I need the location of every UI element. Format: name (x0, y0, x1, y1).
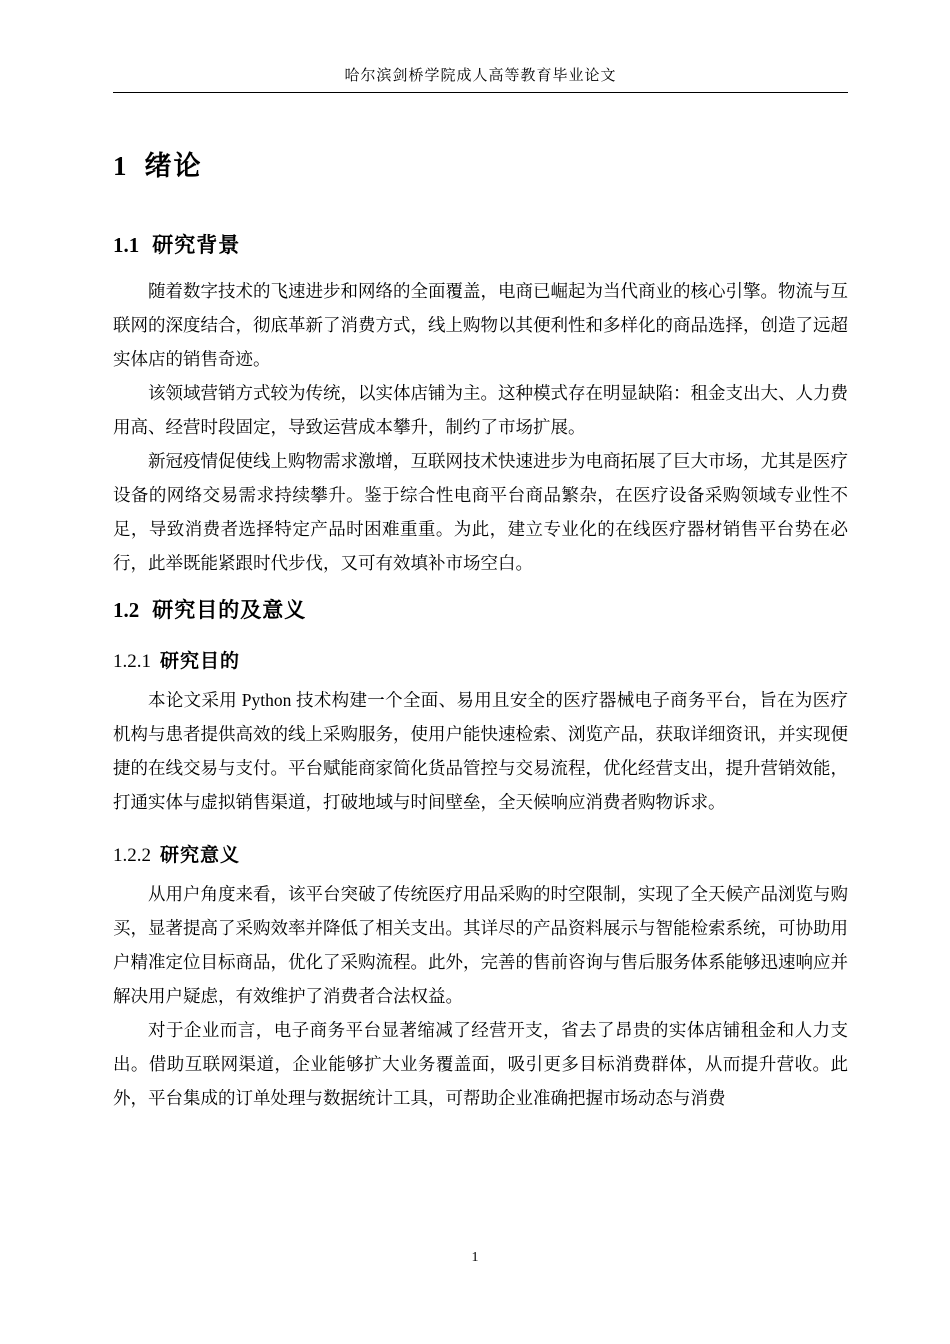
section-1-1-number: 1.1 (113, 233, 140, 257)
section-1-2-label: 研究目的及意义 (152, 599, 307, 622)
running-header-title: 哈尔滨剑桥学院成人高等教育毕业论文 (344, 68, 617, 84)
subsection-heading-1-2-1 (113, 649, 848, 675)
document-body (113, 149, 848, 1115)
chapter-label: 绪论 (144, 151, 203, 181)
paragraph: 对于企业而言，电子商务平台显著缩减了经营开支，省去了昂贵的实体店铺租金和人力支出。借助互联网渠道，企业能够扩大业务覆盖面，吸引更多目标消费群体，从而提升营收。此外，平台集成的订单处理与数据统计工具，可帮助企业准确把握市场动态与消费 (113, 1020, 848, 1108)
page-number: 1 (471, 1250, 479, 1265)
paragraph: 新冠疫情促使线上购物需求激增，互联网技术快速进步为电商拓展了巨大市场，尤其是医疗设备的网络交易需求持续攀升。鉴于综合性电商平台商品繁杂，在医疗设备采购领域专业性不足，导致消费者选择特定产品时困难重重。为此，建立专业化的在线医疗器材销售平台势在必行，此举既能紧跟时代步伐，又可有效填补市场空白。 (113, 451, 848, 573)
subsection-1-2-1-label: 研究目的 (160, 651, 241, 672)
subsection-heading-1-2-2 (113, 843, 848, 869)
subsection-1-2-2-number: 1.2.2 (113, 845, 151, 866)
chapter-heading (113, 149, 848, 183)
section-1-2-number: 1.2 (113, 598, 140, 622)
section-heading-1-1 (113, 231, 848, 260)
section-heading-1-2 (113, 596, 848, 625)
paragraph: 随着数字技术的飞速进步和网络的全面覆盖，电商已崛起为当代商业的核心引擎。物流与互联网的深度结合，彻底革新了消费方式，线上购物以其便利性和多样化的商品选择，创造了远超实体店的销售奇迹。 (113, 281, 848, 369)
running-header (113, 64, 848, 93)
subsection-1-2-2-label: 研究意义 (160, 845, 241, 866)
paragraph: 本论文采用 Python 技术构建一个全面、易用且安全的医疗器械电子商务平台，旨在为医疗机构与患者提供高效的线上采购服务，使用户能快速检索、浏览产品，获取详细资讯，并实现便捷的在线交易与支付。平台赋能商家简化货品管控与交易流程，优化经营支出，提升营销效能，打通实体与虚拟销售渠道，打破地域与时间壁垒，全天候响应消费者购物诉求。 (113, 690, 848, 812)
subsection-1-2-1-number: 1.2.1 (113, 651, 151, 672)
paragraph: 从用户角度来看，该平台突破了传统医疗用品采购的时空限制，实现了全天候产品浏览与购买，显著提高了采购效率并降低了相关支出。其详尽的产品资料展示与智能检索系统，可协助用户精准定位目标商品，优化了采购流程。此外，完善的售前咨询与售后服务体系能够迅速响应并解决用户疑虑，有效维护了消费者合法权益。 (113, 884, 848, 1006)
chapter-number: 1 (113, 151, 127, 181)
page-footer (0, 1250, 950, 1266)
paragraph: 该领域营销方式较为传统，以实体店铺为主。这种模式存在明显缺陷：租金支出大、人力费用高、经营时段固定，导致运营成本攀升，制约了市场扩展。 (113, 383, 848, 437)
section-1-1-label: 研究背景 (152, 234, 241, 257)
